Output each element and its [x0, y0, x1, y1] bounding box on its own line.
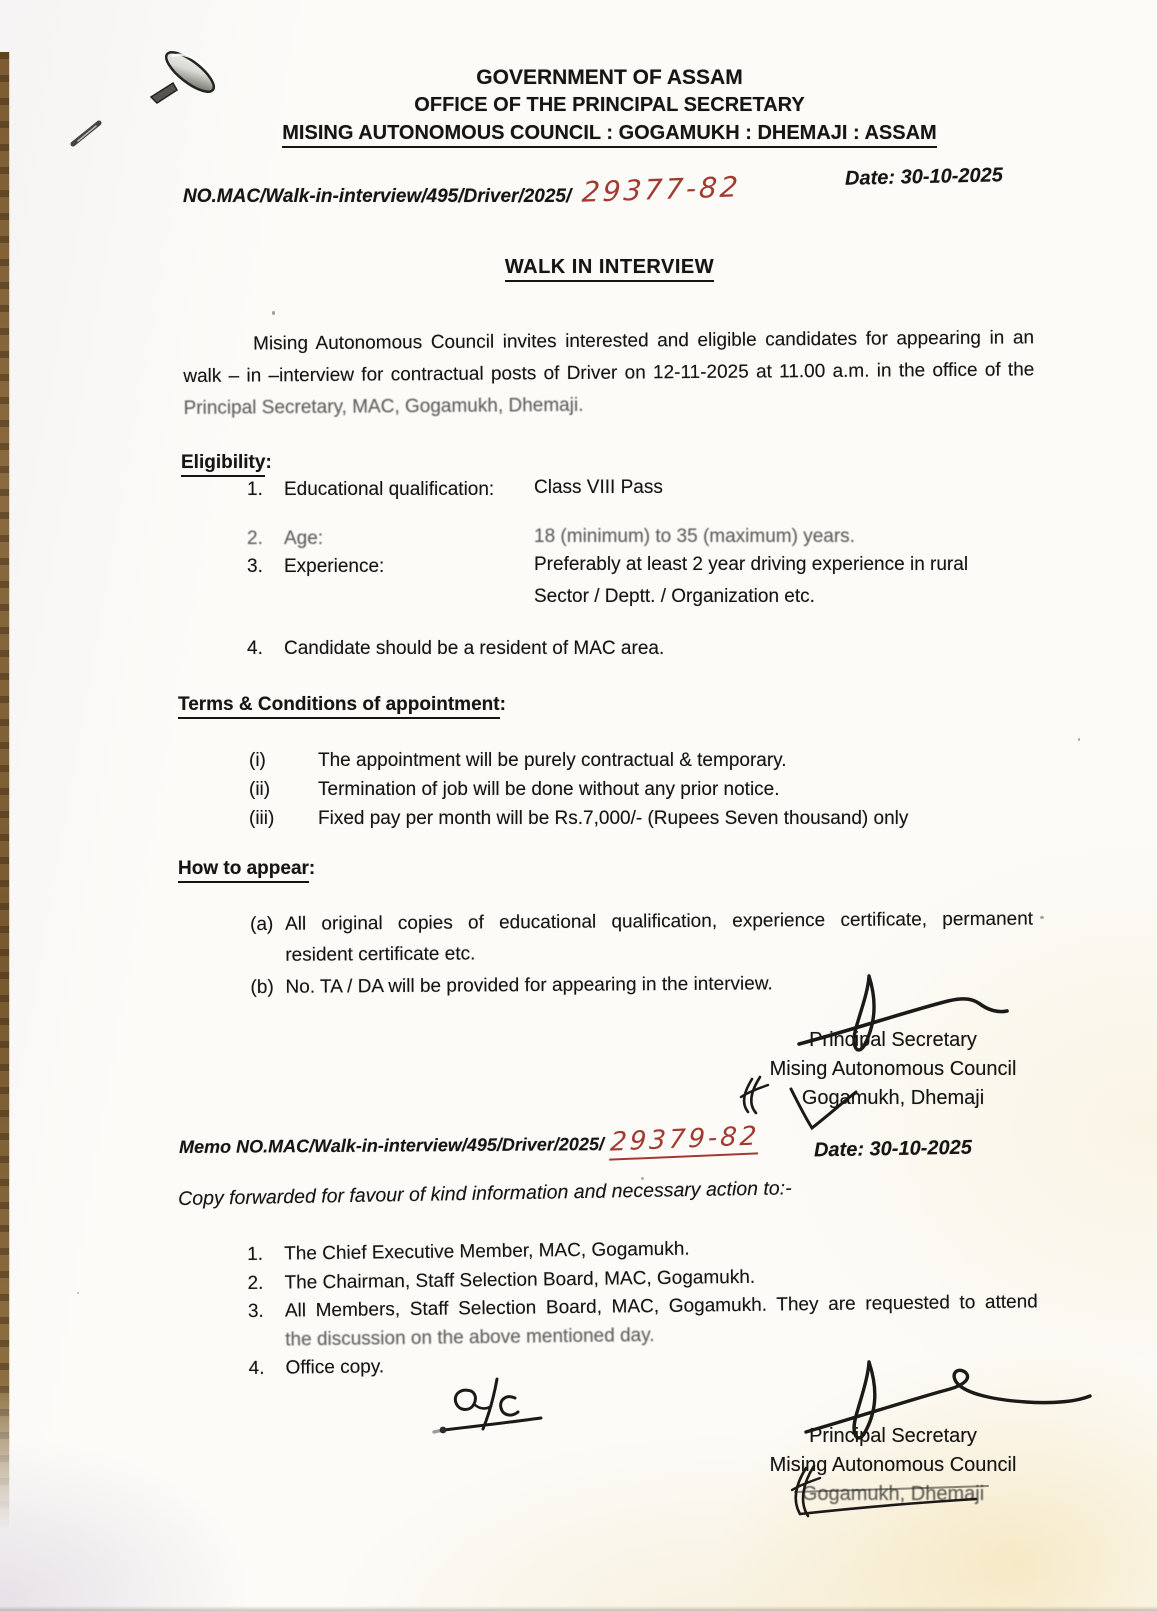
terms-item-num: (ii)	[249, 779, 271, 800]
terms-heading	[178, 694, 506, 719]
reference-row	[183, 170, 742, 209]
reference-number-handwritten: 29377-82	[580, 170, 742, 209]
terms-heading-text: Terms & Conditions of appointment	[178, 694, 500, 719]
terms-item-text: Termination of job will be done without any prior notice.	[318, 779, 780, 800]
eligibility-heading	[181, 452, 272, 477]
office-copy-initials	[434, 1379, 541, 1433]
signatory-org: Mising Autonomous Council	[769, 1058, 1017, 1080]
signatory-place: Gogamukh, Dhemaji	[801, 1483, 985, 1505]
scan-speck	[1078, 738, 1080, 741]
copy-forwarded-intro: Copy forwarded for favour of kind information and necessary action to:-	[178, 1177, 792, 1210]
scan-speck	[77, 1292, 79, 1294]
eligibility-item-num: 2.	[247, 528, 263, 549]
terms-item-num: (i)	[249, 750, 266, 771]
intro-line-1: Mising Autonomous Council invites interested and eligible candidates for appearing in an	[252, 327, 1035, 355]
eligibility-item-label: Experience:	[284, 556, 385, 577]
eligibility-item-value: 18 (minimum) to 35 (maximum) years.	[534, 526, 855, 547]
eligibility-heading-colon: :	[265, 452, 272, 473]
signature-block-bottom	[738, 1422, 1048, 1509]
copy-item-num: 2.	[247, 1272, 264, 1294]
memo-date: Date: 30-10-2025	[813, 1136, 973, 1162]
reference-number-label: NO.MAC/Walk-in-interview/495/Driver/2025/	[183, 186, 572, 207]
intro-line-3: Principal Secretary, MAC, Gogamukh, Dhemaji.	[183, 394, 584, 419]
how-to-appear-heading	[178, 858, 315, 883]
signatory-title: Principal Secretary	[809, 1425, 977, 1447]
eligibility-item-value-2: Sector / Deptt. / Organization etc.	[534, 586, 815, 607]
signatory-org: Mising Autonomous Council	[769, 1454, 1017, 1476]
memo-number-handwritten: 29379-82	[609, 1121, 760, 1160]
eligibility-item-label: Educational qualification:	[284, 479, 495, 500]
eligibility-item-num: 4.	[247, 638, 263, 659]
copy-item-text: The Chairman, Staff Selection Board, MAC, Gogamukh.	[284, 1266, 756, 1294]
eligibility-item-value: Preferably at least 2 year driving experience in rural	[534, 554, 969, 575]
scan-speck	[641, 1177, 644, 1180]
header-line-council-text: MISING AUTONOMOUS COUNCIL : GOGAMUKH : DHEMAJI : ASSAM	[282, 122, 936, 148]
copy-item-text: Office copy.	[285, 1356, 385, 1379]
signatory-place: Gogamukh, Dhemaji	[801, 1087, 985, 1109]
eligibility-heading-text: Eligibility	[181, 452, 265, 477]
memo-number-label: Memo NO.MAC/Walk-in-interview/495/Driver/2025/	[179, 1134, 604, 1157]
memo-row	[179, 1121, 761, 1163]
document-title-wrap	[31, 256, 1157, 282]
eligibility-item-label: Age:	[284, 528, 324, 549]
copy-item-text: All Members, Staff Selection Board, MAC, Gogamukh. They are requested to attend	[284, 1291, 1038, 1322]
copy-item-num: 1.	[247, 1243, 264, 1265]
terms-item-num: (iii)	[249, 808, 275, 829]
signature-block-top	[738, 1026, 1048, 1113]
terms-heading-colon: :	[499, 694, 506, 715]
terms-item-text: The appointment will be purely contractual & temporary.	[318, 750, 787, 771]
eligibility-item-value: Class VIII Pass	[534, 477, 663, 498]
eligibility-item-num: 3.	[247, 556, 263, 577]
header-line-council	[31, 122, 1157, 148]
eligibility-item-num: 1.	[247, 479, 263, 500]
copy-item-text: The Chief Executive Member, MAC, Gogamukh.	[284, 1238, 690, 1265]
scan-table-edge	[0, 52, 10, 1530]
copy-item-text-2: the discussion on the above mentioned day.	[285, 1325, 655, 1351]
scan-bottom-edge	[0, 1606, 1157, 1611]
how-item-line-1: No. TA / DA will be provided for appearing in the interview.	[285, 973, 773, 998]
how-item-num: (a)	[250, 913, 274, 935]
copy-item-num: 3.	[247, 1300, 264, 1322]
document-date: Date: 30-10-2025	[844, 164, 1004, 190]
scan-speck	[272, 311, 275, 315]
header-line-office: OFFICE OF THE PRINCIPAL SECRETARY	[414, 94, 805, 116]
header-line-government: GOVERNMENT OF ASSAM	[476, 66, 743, 89]
intro-paragraph	[183, 327, 1035, 430]
document-title: WALK IN INTERVIEW	[505, 256, 714, 282]
terms-item-text: Fixed pay per month will be Rs.7,000/- (Rupees Seven thousand) only	[318, 808, 909, 829]
how-item-line-1: All original copies of educational qualification, experience certificate, permanent	[284, 908, 1034, 935]
how-to-appear-heading-colon: :	[308, 858, 316, 879]
signatory-title: Principal Secretary	[809, 1029, 977, 1051]
eligibility-item-text: Candidate should be a resident of MAC area.	[284, 638, 665, 659]
how-item-num: (b)	[250, 976, 274, 998]
copy-item-num: 4.	[248, 1357, 265, 1379]
scan-speck	[1040, 916, 1044, 919]
copy-forwarded-list	[0, 1229, 1157, 1379]
how-item-line-2: resident certificate etc.	[285, 943, 476, 966]
how-to-appear-heading-text: How to appear	[178, 858, 309, 883]
intro-line-2: walk – in –interview for contractual posts of Driver on 12-11-2025 at 11.00 a.m. in the office of the	[183, 359, 1035, 387]
